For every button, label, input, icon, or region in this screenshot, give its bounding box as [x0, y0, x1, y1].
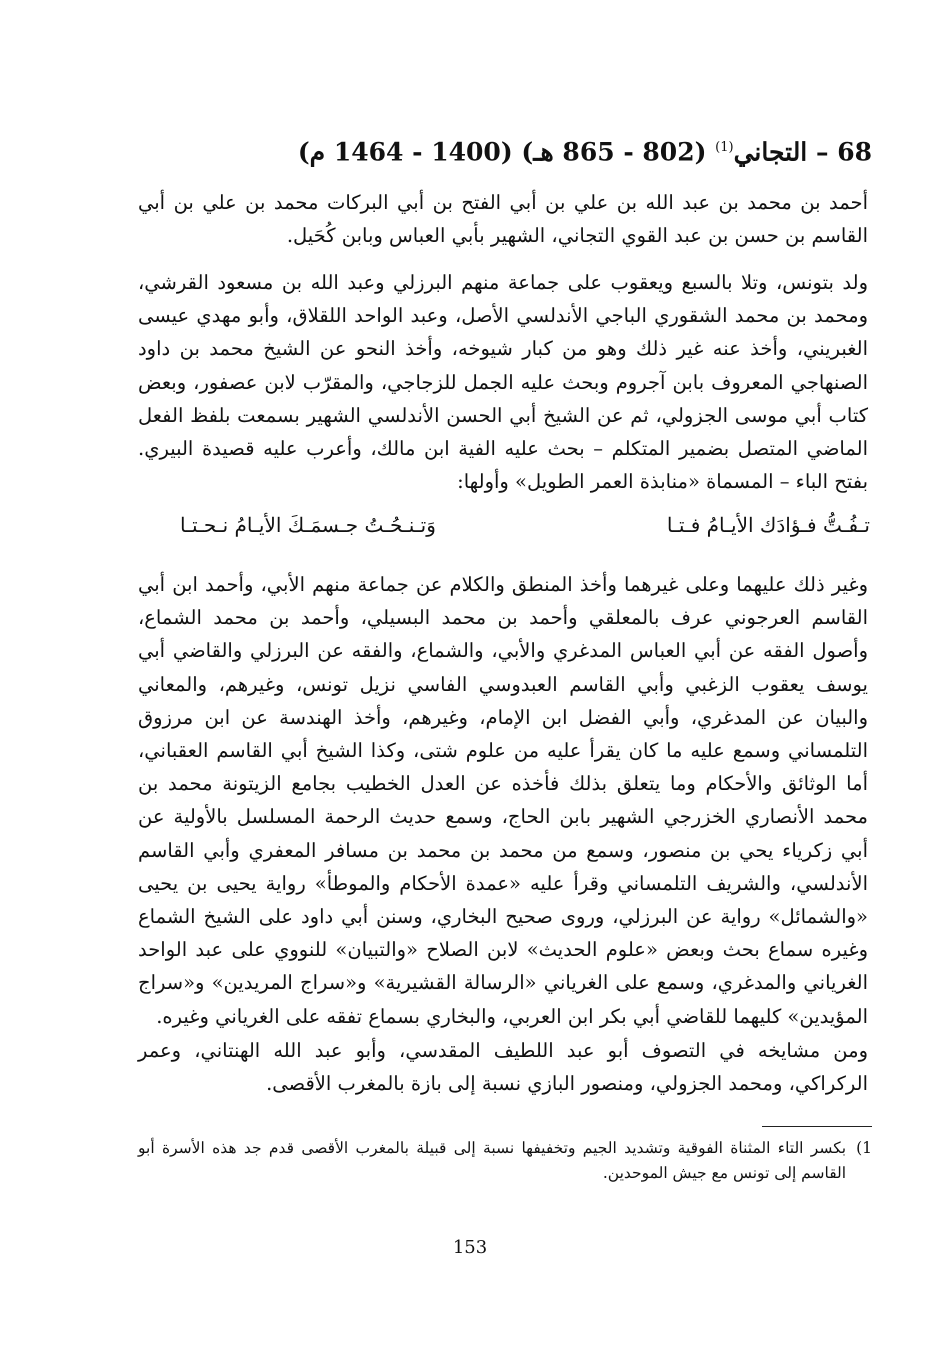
- paragraph-lineage: أحمد بن محمد بن عبد الله بن علي بن أبي الفتح بن أبي البركات محمد بن علي بن أبي القاسم بن حسن بن عبد القوي التجاني، الشهير بأبي العباس وبابن كُحَيل.: [138, 191, 868, 248]
- entry-dash: –: [815, 137, 829, 167]
- entry-number: 68: [837, 137, 872, 167]
- footnote-mark: (1: [856, 1139, 872, 1157]
- footnote-separator: [762, 1126, 872, 1127]
- poem-verse: [180, 508, 870, 542]
- footnote-reference: (1): [715, 140, 734, 155]
- paragraph-education: ولد بتونس، وتلا بالسبع ويعقوب على جماعة منهم البرزلي وعبد الله بن مسعود القرشي، ومحمد بن محمد الشقوري الباجي الأندلسي الأصل، وعبد الواحد اللقلاق، وأبو مهدي عيسى الغبريني، وأخذ عنه غير ذلك وهو من كبار شيوخه، وأخذ النحو عن الشيخ محمد بن داود الصنهاجي المعروف بابن آجروم وبحث عليه الجمل للزجاجي، والمقرّب لابن عصفور، وبعض كتاب أبي موسى الجزولي، ثم عن الشيخ أبي الحسن الأندلسي الشهير بسمعت بلفظ الفعل الماضي المتصل بضمير المتكلم – بحث عليه الفية ابن مالك، وأعرب عليه قصيدة البيري. بفتح الباء – المسماة «منابذة العمر الطويل» وأولها:: [138, 271, 868, 494]
- paragraph-sufi-masters: ومن مشايخه في التصوف أبو عبد اللطيف المقدسي، وأبو عبد الله الهنتاني، وعمر الركراكي، ومحمد الجزولي، ومنصور البازي نسبة إلى بازة بالمغرب الأقصى.: [138, 1039, 868, 1096]
- footnote-text: بكسر التاء المثناة الفوقية وتشديد الجيم وتخفيفها نسبة إلى قبيلة بالمغرب الأقصى قدم جد هذه الأسرة أبو القاسم إلى تونس مع جيش الموحدين.: [138, 1139, 847, 1182]
- page-number: 153: [452, 1237, 488, 1258]
- paragraph-teachers: وغير ذلك عليهما وعلى غيرهما وأخذ المنطق والكلام عن جماعة منهم الأبي، وأحمد ابن أبي القاسم العرجوني عرف بالمعلقي وأحمد بن محمد البسيلي، وأحمد بن محمد الشماع، وأصول الفقه عن أبي العباس المدغري والأبي، والشماع، والفقه عن البرزلي والقاضي أبي يوسف يعقوب الزغبي وأبي القاسم العبدوسي الفاسي نزيل تونس، وغيرهم، والمعاني والبيان عن المدغري، وأبي الفضل ابن الإمام، وغيرهم، وأخذ الهندسة عن ابن مرزوق التلمساني وسمع عليه ما كان يقرأ عليه من علوم شتى، وكذا الشيخ أبي القاسم العقباني، أما الوثائق والأحكام وما يتعلق بذلك فأخذه عن العدل الخطيب بجامع الزيتونة محمد بن محمد الأنصاري الخزرجي الشهير بابن الحاج، وسمع حديث الرحمة المسلسل بالأولية عن أبي زكرياء يحي بن منصور، وسمع من محمد بن محمد بن مسافر المعفري وأبي القاسم الأندلسي، والشريف التلمساني وقرأ عليه «عمدة الأحكام والموطأ» رواية يحيى بن يحيى «والشمائل» رواية عن البرزلي، وروى صحيح البخاري، وسنن أبي داود على الشيخ الشماع وغيره سماع بحث وبعض «علوم الحديث» لابن الصلاح «والتبيان» للنووي على عبد الواحد الغرياني والمدغري، وسمع على الغرياني «الرسالة القشيرية» و«سراج المريدين» و«سراج المؤيدين» كليهما للقاضي أبي بكر ابن العربي، والبخاري بسماع تفقه على الغرياني وغيره.: [138, 573, 868, 1028]
- verse-first-hemistich: تـفُـتُّ فـؤادَك الأيـامُ فـتـا: [666, 513, 870, 537]
- footnote: [138, 1136, 872, 1186]
- entry-name: التجاني: [733, 137, 808, 167]
- entry-dates: (802 - 865 هـ) (1400 - 1464 م): [297, 137, 707, 167]
- entry-heading: [297, 128, 872, 172]
- verse-second-hemistich: وَتـنـحُـتُ جـسمَـكَ الأيـامُ نـحـتـا: [180, 513, 436, 537]
